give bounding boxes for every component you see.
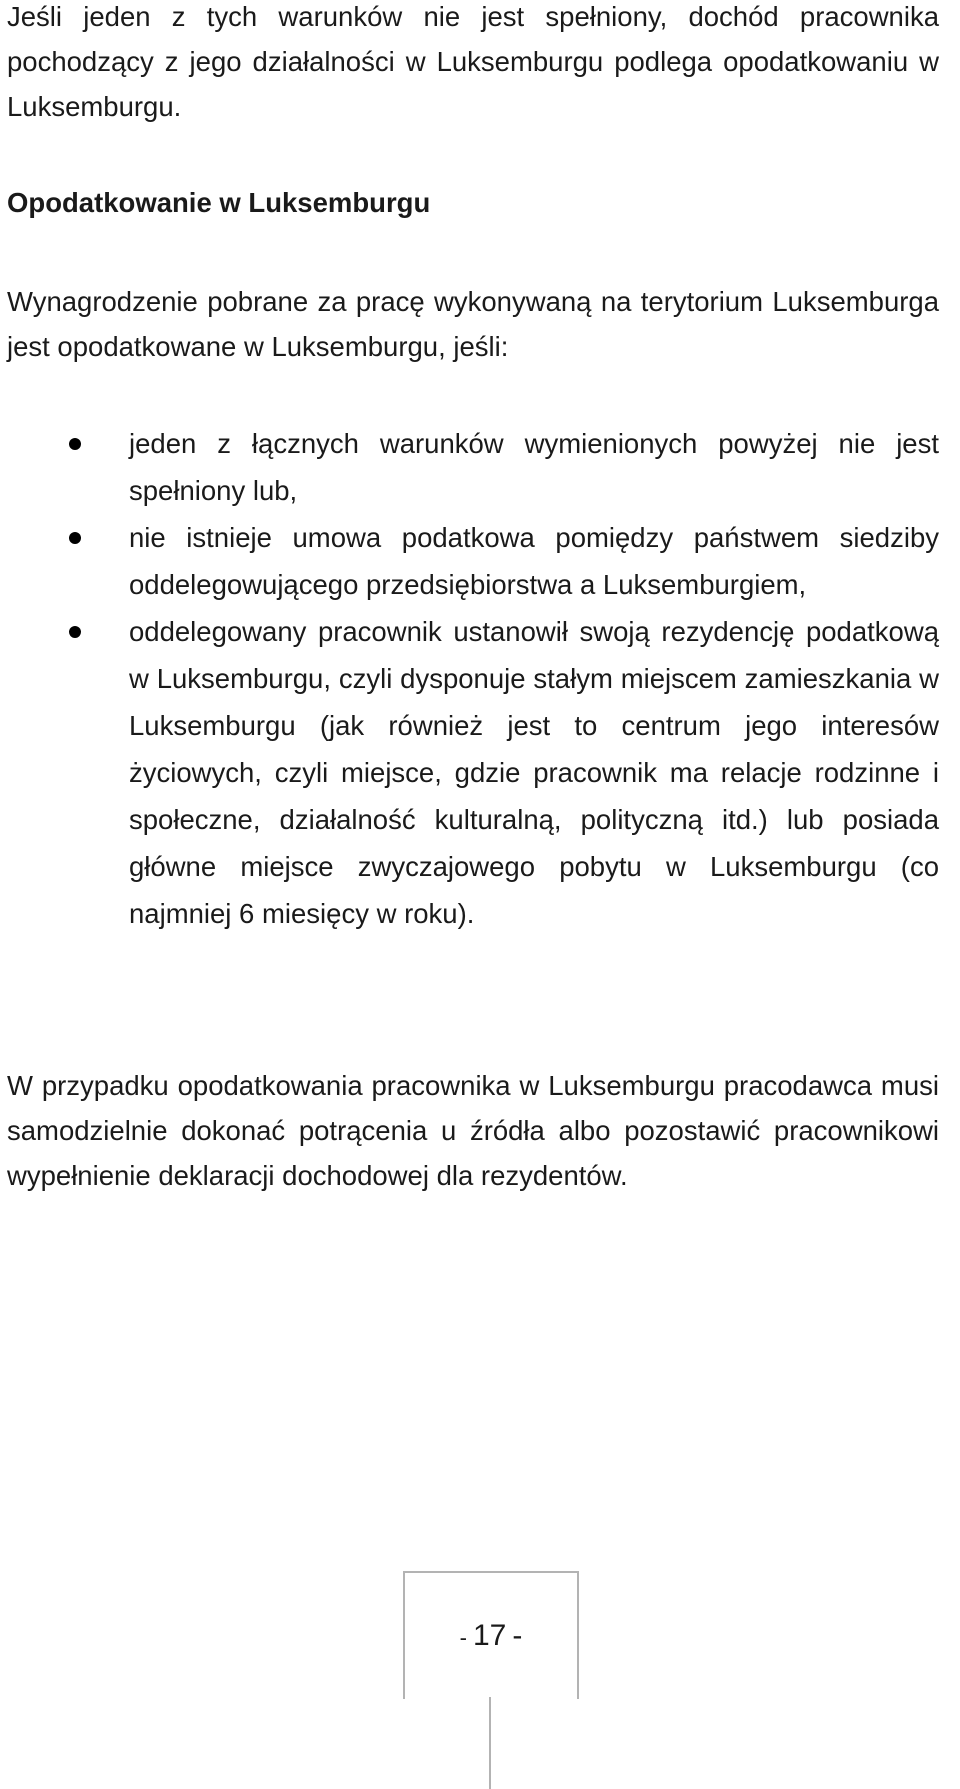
condition-item <box>0 420 939 514</box>
page-number-box <box>403 1571 579 1699</box>
page-number-stem <box>489 1697 491 1789</box>
condition-text: oddelegowany pracownik ustanowił swoją rezydencję podatkową w Luksemburgu, czyli dysponuje stałym miejscem zamieszkania w Luksemburgu (jak również jest to centrum jego interesów życiowych, czyli miejsce, gdzie pracownik ma relacje rodzinne i społeczne, działalność kulturalną, polityczną itd.) lub posiada główne miejsce zwyczajowego pobytu w Luksemburgu (co najmniej 6 miesięcy w roku). <box>129 616 939 929</box>
przypadek-paragraph: W przypadku opodatkowania pracownika w Luksemburgu pracodawca musi samodzielnie dokonać potrącenia u źródła albo pozostawić pracownikowi wypełnienie deklaracji dochodowej dla rezydentów. <box>7 1070 939 1191</box>
page-number <box>460 1619 523 1653</box>
page-number-value: 17 <box>472 1619 507 1652</box>
page-number-prefix: - <box>459 1625 467 1650</box>
condition-text: nie istnieje umowa podatkowa pomiędzy państwem siedziby oddelegowującego przedsiębiorstwa a Luksemburgiem, <box>129 522 939 600</box>
bullet-icon <box>69 626 81 638</box>
page-number-suffix: - <box>512 1619 523 1652</box>
intro-paragraph: Jeśli jeden z tych warunków nie jest spełniony, dochód pracownika pochodzący z jego działalności w Luksemburgu podlega opodatkowaniu w Luksemburgu. <box>7 1 939 122</box>
bullet-icon <box>69 532 81 544</box>
conditions-list <box>0 420 960 937</box>
wynagrodzenie-paragraph: Wynagrodzenie pobrane za pracę wykonywaną na terytorium Luksemburga jest opodatkowane w Luksemburgu, jeśli: <box>7 286 939 362</box>
condition-item <box>0 608 939 937</box>
condition-text: jeden z łącznych warunków wymienionych powyżej nie jest spełniony lub, <box>129 428 939 506</box>
condition-item <box>0 514 939 608</box>
section-heading: Opodatkowanie w Luksemburgu <box>7 187 431 218</box>
bullet-icon <box>69 438 81 450</box>
